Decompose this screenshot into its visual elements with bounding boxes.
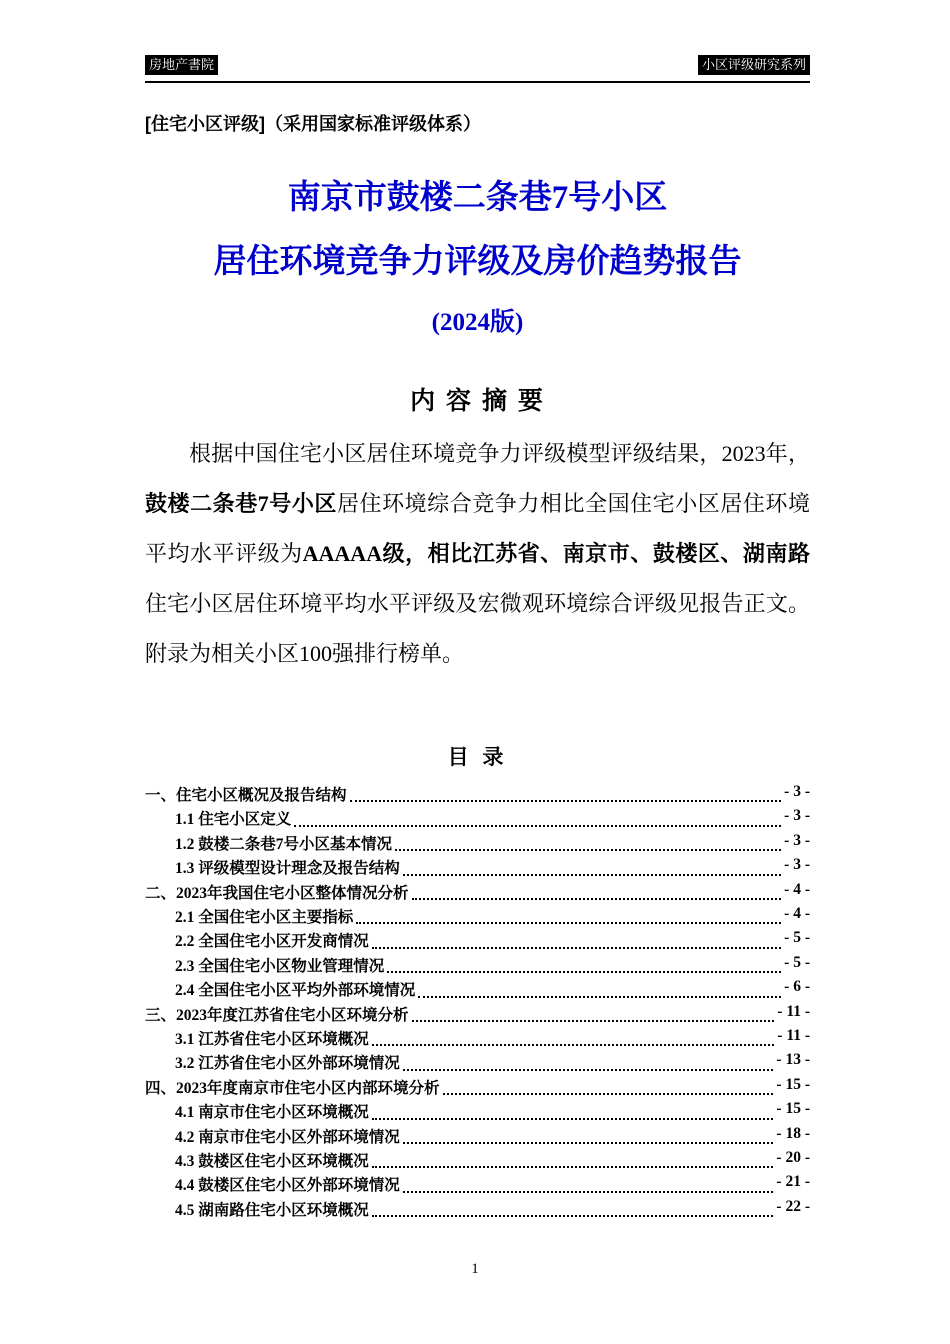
toc-page-number: - 13 - (776, 1051, 810, 1069)
toc-item (145, 832, 810, 856)
toc-item-label: 四、2023年度南京市住宅小区内部环境分析 (145, 1079, 440, 1097)
toc-leader-dots (372, 1027, 775, 1046)
toc-page-number: - 5 - (784, 953, 810, 971)
toc-page-number: - 3 - (784, 783, 810, 801)
toc-leader-dots (372, 929, 781, 948)
toc-leader-dots (387, 954, 781, 973)
toc-leader-dots (412, 881, 782, 900)
report-title-line2: 居住环境竞争力评级及房价趋势报告 (213, 243, 742, 280)
toc-leader-dots (403, 856, 781, 875)
toc-leader-dots (403, 1173, 774, 1192)
toc-page-number: - 15 - (776, 1100, 810, 1118)
toc-item (145, 856, 810, 880)
toc-leader-dots (372, 1198, 774, 1217)
toc-leader-dots (412, 1003, 775, 1022)
abstract-text: 居住环境综合竞争力相比全国住宅小区居住环境平均水平评级为 (145, 491, 810, 567)
toc-item-label: 三、2023年度江苏省住宅小区环境分析 (145, 1006, 409, 1024)
toc-item (145, 978, 810, 1002)
toc-item-label: 1.3 评级模型设计理念及报告结构 (175, 860, 400, 878)
toc-leader-dots (403, 1051, 774, 1070)
toc-item (145, 905, 810, 929)
toc-page-number: - 3 - (784, 856, 810, 874)
header-right-badge: 小区评级研究系列 (698, 55, 810, 75)
toc-item (145, 783, 810, 807)
abstract-text-bold: 鼓楼二条巷7号小区 (145, 491, 337, 517)
toc-item (145, 1125, 810, 1149)
toc-page-number: - 18 - (776, 1124, 810, 1142)
toc-item-label: 3.2 江苏省住宅小区外部环境情况 (175, 1055, 400, 1073)
toc-page-number: - 22 - (776, 1197, 810, 1215)
toc-item (145, 807, 810, 831)
toc-item (145, 1149, 810, 1173)
toc-item-label: 1.1 住宅小区定义 (175, 811, 292, 829)
abstract-text: 根据中国住宅小区居住环境竞争力评级模型评级结果，2023年， (189, 441, 810, 467)
toc-leader-dots (294, 807, 781, 826)
toc-page-number: - 3 - (784, 807, 810, 825)
toc-item-label: 4.4 鼓楼区住宅小区外部环境情况 (175, 1177, 400, 1195)
toc-item (145, 881, 810, 905)
toc-item-label: 4.2 南京市住宅小区外部环境情况 (175, 1128, 400, 1146)
toc-item-label: 2.1 全国住宅小区主要指标 (175, 908, 354, 926)
toc-page-number: - 11 - (777, 1002, 810, 1020)
toc-page-number: - 20 - (776, 1148, 810, 1166)
toc-heading: 目 录 (447, 746, 508, 770)
toc-leader-dots (418, 978, 781, 997)
toc-page-number: - 11 - (777, 1026, 810, 1044)
toc-item-label: 4.3 鼓楼区住宅小区环境概况 (175, 1152, 369, 1170)
toc-item (145, 1198, 810, 1222)
toc-page-number: - 6 - (784, 978, 810, 996)
toc-page-number: - 3 - (784, 831, 810, 849)
abstract-heading: 内 容 摘 要 (410, 387, 545, 416)
toc-item (145, 1076, 810, 1100)
abstract-text-bold: 江苏省、南京市、鼓楼区、湖南路 (472, 541, 810, 567)
toc-item (145, 929, 810, 953)
classification-line: [住宅小区评级]（采用国家标准评级体系） (145, 114, 481, 135)
page-number-footer: 1 (471, 1261, 479, 1277)
toc-leader-dots (350, 783, 782, 802)
abstract-text: 住宅小区居住环境平均水平评级及宏微观环境综合评级见报告正文。附录为相关小区100强排行榜单。 (145, 591, 810, 667)
toc-leader-dots (443, 1076, 774, 1095)
report-title-line1: 南京市鼓楼二条巷7号小区 (287, 180, 668, 217)
report-title-edition: (2024版) (431, 308, 524, 336)
toc-item-label: 2.2 全国住宅小区开发商情况 (175, 933, 369, 951)
toc-page-number: - 4 - (784, 904, 810, 922)
toc-leader-dots (372, 1149, 774, 1168)
toc-item (145, 1100, 810, 1124)
toc-page-number: - 15 - (776, 1075, 810, 1093)
toc-item-label: 1.2 鼓楼二条巷7号小区基本情况 (175, 835, 393, 853)
toc-item-label: 4.5 湖南路住宅小区环境概况 (175, 1201, 369, 1219)
abstract-text-bold: AAAAA级，相比 (302, 541, 473, 567)
toc-list (145, 783, 810, 1222)
toc-item-label: 二、2023年我国住宅小区整体情况分析 (145, 884, 409, 902)
toc-item (145, 1051, 810, 1075)
toc-leader-dots (372, 1100, 774, 1119)
toc-item-label: 2.3 全国住宅小区物业管理情况 (175, 957, 385, 975)
header-left-badge: 房地产書院 (145, 55, 218, 75)
toc-page-number: - 21 - (776, 1173, 810, 1191)
toc-page-number: - 4 - (784, 880, 810, 898)
toc-item-label: 4.1 南京市住宅小区环境概况 (175, 1104, 369, 1122)
toc-page-number: - 5 - (784, 929, 810, 947)
abstract-paragraph (145, 429, 810, 679)
toc-item-label: 3.1 江苏省住宅小区环境概况 (175, 1030, 369, 1048)
toc-item-label: 一、住宅小区概况及报告结构 (145, 787, 347, 805)
toc-item (145, 1173, 810, 1197)
toc-item (145, 1003, 810, 1027)
toc-item (145, 954, 810, 978)
toc-leader-dots (403, 1125, 774, 1144)
toc-item (145, 1027, 810, 1051)
toc-item-label: 2.4 全国住宅小区平均外部环境情况 (175, 982, 416, 1000)
toc-leader-dots (356, 905, 781, 924)
report-title-block (145, 180, 810, 336)
toc-leader-dots (395, 832, 781, 851)
document-header (145, 55, 810, 83)
